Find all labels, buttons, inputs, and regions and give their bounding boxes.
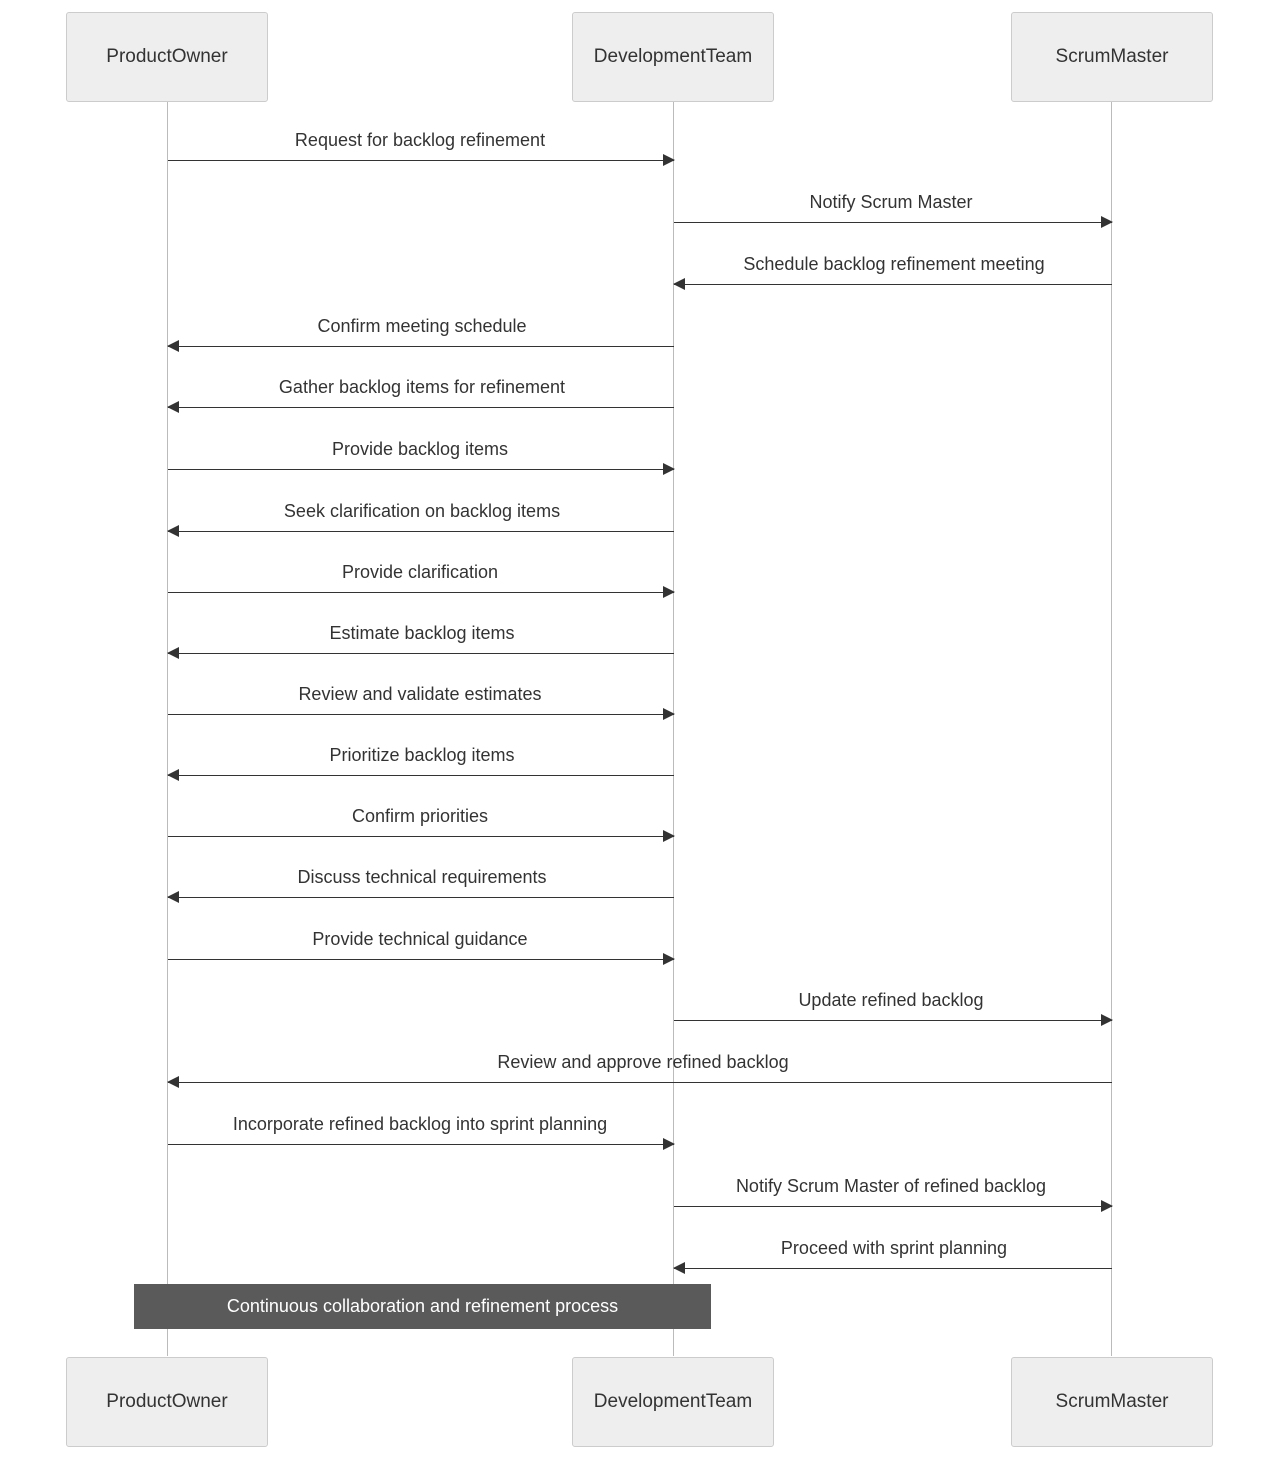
note-continuous-collaboration	[134, 1284, 711, 1329]
message-label: Request for backlog refinement	[294, 130, 546, 150]
lifeline-scrummaster	[1111, 102, 1112, 1356]
actor-box-scrummaster-top[interactable]	[1011, 12, 1213, 102]
actor-label: ScrumMaster	[1055, 1391, 1169, 1412]
actor-box-scrummaster-bottom[interactable]	[1011, 1357, 1213, 1447]
message-label: Gather backlog items for refinement	[278, 377, 566, 397]
message-label: Proceed with sprint planning	[780, 1238, 1008, 1258]
message-label: Notify Scrum Master of refined backlog	[735, 1176, 1047, 1196]
message-label: Incorporate refined backlog into sprint planning	[232, 1114, 608, 1134]
actor-box-developmentteam-top[interactable]	[572, 12, 774, 102]
message-label: Discuss technical requirements	[297, 867, 547, 887]
message-label: Notify Scrum Master	[809, 192, 973, 212]
lifeline-developmentteam	[673, 102, 674, 1356]
message-label: Review and approve refined backlog	[497, 1052, 789, 1072]
message-label: Review and validate estimates	[298, 684, 542, 704]
actor-label: ScrumMaster	[1055, 46, 1169, 67]
message-label: Provide clarification	[341, 562, 499, 582]
message-label: Schedule backlog refinement meeting	[743, 254, 1045, 274]
actor-label: DevelopmentTeam	[593, 46, 753, 67]
lifeline-productowner	[167, 102, 168, 1356]
actor-label: DevelopmentTeam	[593, 1391, 753, 1412]
actor-box-productowner-top[interactable]	[66, 12, 268, 102]
message-label: Seek clarification on backlog items	[283, 501, 561, 521]
actor-box-developmentteam-bottom[interactable]	[572, 1357, 774, 1447]
actor-label: ProductOwner	[106, 46, 228, 67]
message-label: Confirm meeting schedule	[317, 316, 527, 336]
message-label: Estimate backlog items	[329, 623, 515, 643]
message-label: Update refined backlog	[798, 990, 984, 1010]
message-label: Provide technical guidance	[312, 929, 528, 949]
message-label: Confirm priorities	[351, 806, 489, 826]
message-label: Prioritize backlog items	[329, 745, 515, 765]
note-label: Continuous collaboration and refinement process	[226, 1296, 619, 1316]
actor-label: ProductOwner	[106, 1391, 228, 1412]
actor-box-productowner-bottom[interactable]	[66, 1357, 268, 1447]
message-label: Provide backlog items	[331, 439, 509, 459]
